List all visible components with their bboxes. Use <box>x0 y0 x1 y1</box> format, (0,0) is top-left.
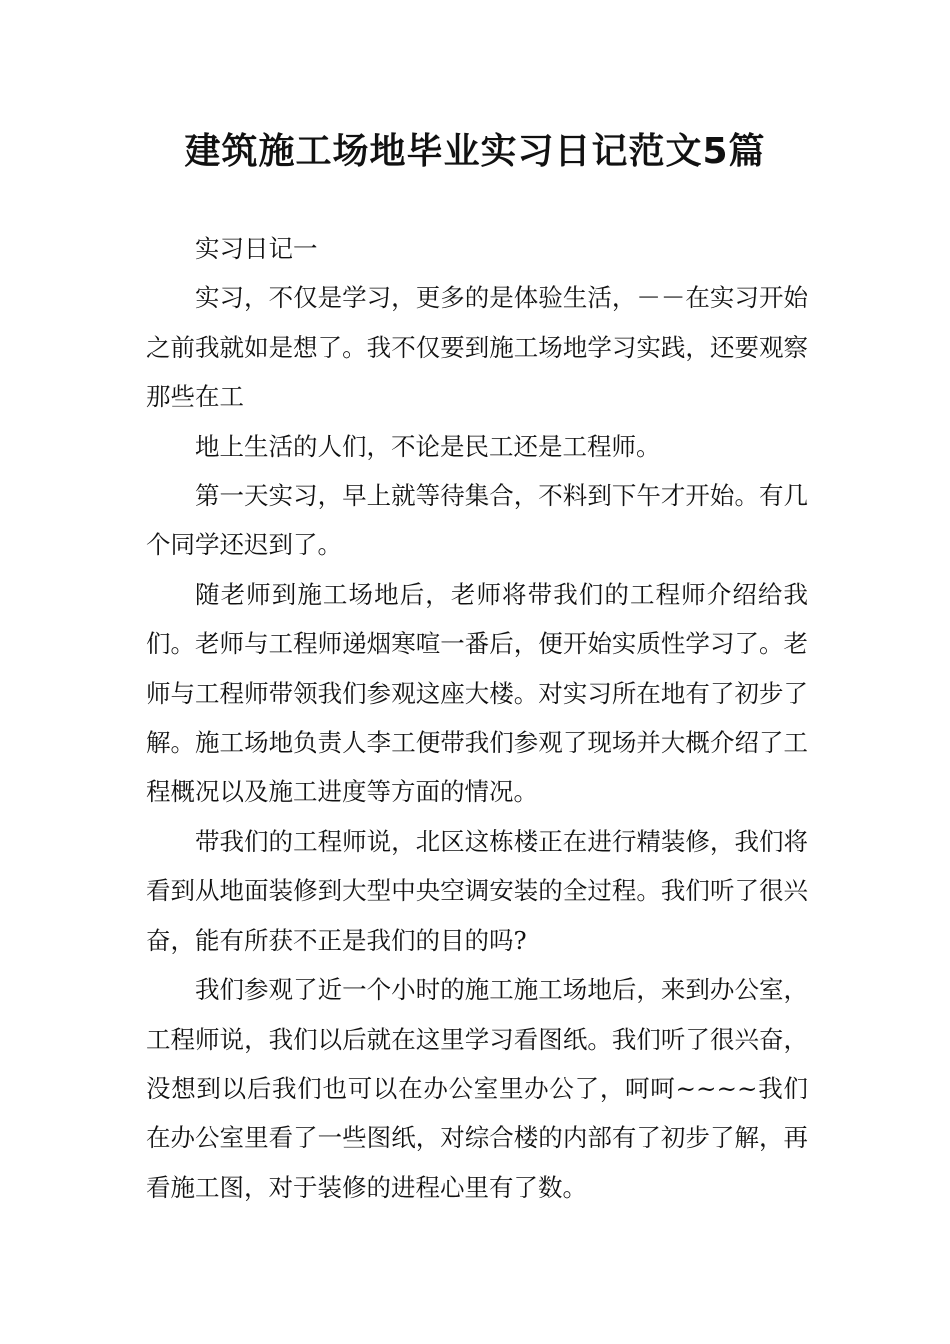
paragraph: 实习，不仅是学习，更多的是体验生活，－－在实习开始之前我就如是想了。我不仅要到施工场地学习实践，还要观察那些在工 <box>146 283 808 412</box>
paragraph: 随老师到施工场地后，老师将带我们的工程师介绍给我们。老师与工程师递烟寒喧一番后，便开始实质性学习了。老师与工程师带领我们参观这座大楼。对实习所在地有了初步了解。施工场地负责人李工便带我们参观了现场并大概介绍了工程概况以及施工进度等方面的情况。 <box>146 579 808 807</box>
diary-heading: 实习日记一 <box>195 234 318 263</box>
document-title: 建筑施工场地毕业实习日记范文5篇 <box>184 131 766 172</box>
paragraph: 第一天实习，早上就等待集合，不料到下午才开始。有几个同学还迟到了。 <box>146 481 808 560</box>
paragraph: 地上生活的人们，不论是民工还是工程师。 <box>195 431 661 461</box>
document-body <box>146 224 808 1212</box>
paragraph: 我们参观了近一个小时的施工施工场地后，来到办公室，工程师说，我们以后就在这里学习看图纸。我们听了很兴奋，没想到以后我们也可以在办公室里办公了，呵呵~~~~我们在办公室里看了一些图纸，对综合楼的内部有了初步了解，再看施工图，对于装修的进程心里有了数。 <box>146 975 808 1202</box>
paragraph: 带我们的工程师说，北区这栋楼正在进行精装修，我们将看到从地面装修到大型中央空调安装的全过程。我们听了很兴奋，能有所获不正是我们的目的吗? <box>146 826 808 955</box>
